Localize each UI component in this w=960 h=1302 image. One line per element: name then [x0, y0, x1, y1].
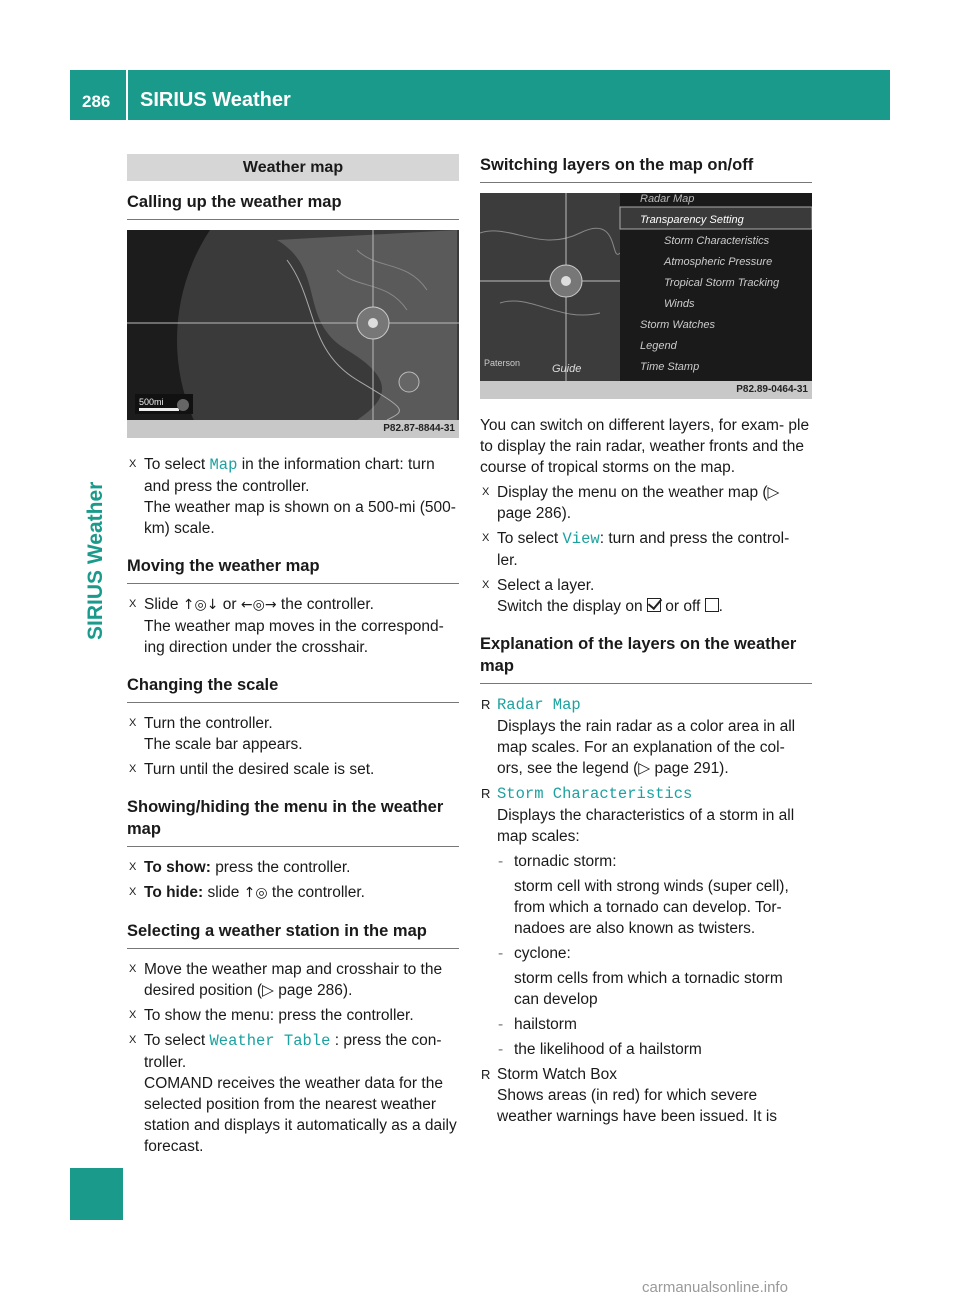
page-title: SIRIUS Weather [140, 89, 291, 111]
checkbox-unchecked-icon [705, 598, 719, 612]
step-arrow-icon: X [129, 458, 137, 470]
code-storm-characteristics: Storm Characteristics [497, 785, 693, 803]
heading-moving: Moving the weather map [127, 555, 459, 584]
heading-calling-up: Calling up the weather map [127, 191, 459, 220]
step-result: The weather map moves in the correspond- ing direction under the crosshair. [144, 618, 444, 656]
right-column [480, 150, 812, 1127]
heading-changing-scale: Changing the scale [127, 674, 459, 703]
menu-item-transparency[interactable]: Transparency Setting [640, 214, 744, 226]
dash-icon: - [498, 853, 504, 870]
bullet [480, 1064, 812, 1127]
bullet-icon: R [481, 1067, 491, 1082]
step-text: . [718, 598, 723, 615]
controller-slide-vertical-icon: ↑◎↓ [182, 597, 219, 613]
step-text: slide [207, 884, 240, 901]
sub-text: storm cells from which a tornadic storm can develop [514, 970, 783, 1008]
step-text: Move the weather map and crosshair to the desired position (▷ page 286). [144, 961, 443, 999]
sub-text: tornadic storm: [514, 853, 617, 870]
menu-item-tropical-storm[interactable]: Tropical Storm Tracking [664, 277, 780, 289]
step-text: Slide [144, 596, 179, 613]
menu-item-storm-characteristics[interactable]: Storm Characteristics [664, 235, 770, 247]
sub-item [480, 1014, 812, 1035]
sub-text: storm cell with strong winds (super cell), from which a tornado can develop. Tor- nadoes are also known as twisters. [514, 878, 789, 937]
step-arrow-icon: X [129, 861, 137, 873]
controller-slide-up-icon: ↑◎ [243, 885, 268, 901]
step-text: To select [144, 1032, 206, 1049]
step-text: : turn and press the control- ler. [497, 530, 790, 569]
code-radar-map: Radar Map [497, 696, 581, 714]
bullet-text: Shows areas (in red) for which severe weather warnings have been issued. It is [497, 1087, 778, 1125]
heading-explanation-layers: Explanation of the layers on the weather map [480, 633, 812, 684]
city-label: Paterson [484, 358, 521, 368]
step [127, 857, 459, 878]
footer-watermark: carmanualsonline.info [642, 1279, 788, 1296]
step-text: To show the menu: press the controller. [144, 1007, 414, 1024]
page-number: 286 [82, 92, 111, 111]
sub-item [480, 943, 812, 964]
sub-detail [480, 968, 812, 1010]
dash-icon: - [498, 1041, 504, 1058]
bullet [480, 783, 812, 847]
step-arrow-icon: X [482, 579, 490, 591]
bullet [480, 694, 812, 779]
step-label: To hide: [144, 884, 204, 901]
menu-item-atmospheric-pressure[interactable]: Atmospheric Pressure [664, 256, 773, 268]
controller-slide-horizontal-icon: ←◎→ [240, 597, 277, 613]
sub-detail [480, 876, 812, 939]
section-band: Weather map [127, 154, 459, 181]
step [127, 1030, 459, 1157]
bullet-title: Storm Watch Box [497, 1066, 618, 1083]
code-weather-table: Weather Table [209, 1032, 331, 1050]
weather-map-figure [127, 230, 459, 438]
step-text: press the controller. [215, 859, 351, 876]
heading-switching-layers: Switching layers on the map on/off [480, 154, 812, 183]
layers-menu [640, 193, 812, 378]
step [127, 1005, 459, 1026]
step [127, 454, 459, 539]
guide-button[interactable]: Guide [552, 363, 582, 375]
figure-code: P82.87-8844-31 [127, 420, 459, 438]
bullet-text: Displays the rain radar as a color area in all map scales. For an explanation of the col- ors, see the legend (▷ page 291). [497, 718, 796, 777]
checkbox-checked-icon [647, 598, 661, 612]
step-text: Turn the controller. [144, 715, 273, 732]
step [127, 959, 459, 1001]
code-map: Map [209, 456, 238, 474]
step-arrow-icon: X [129, 598, 137, 610]
step-result [497, 596, 812, 617]
step-text: or off [665, 598, 701, 615]
step [127, 882, 459, 904]
menu-item-time-stamp[interactable]: Time Stamp [640, 361, 700, 373]
bullet-icon: R [481, 697, 491, 712]
step-arrow-icon: X [129, 886, 137, 898]
step-result: The scale bar appears. [144, 736, 303, 753]
step [127, 759, 459, 780]
step-text: Turn until the desired scale is set. [144, 761, 375, 778]
header-divider [126, 70, 128, 120]
side-tab-marker [70, 1168, 123, 1220]
scale-label: 500mi [139, 397, 164, 407]
step [127, 713, 459, 755]
side-tab-label: SIRIUS Weather [84, 481, 107, 640]
step-text: Display the menu on the weather map (▷ page 286). [497, 484, 780, 522]
step-arrow-icon: X [129, 1034, 137, 1046]
sub-item [480, 851, 812, 872]
step-text: To select [144, 456, 206, 473]
step-text: the controller. [280, 596, 374, 613]
bullet-icon: R [481, 786, 491, 801]
menu-item-storm-watches[interactable]: Storm Watches [640, 319, 715, 331]
dash-icon: - [498, 945, 504, 962]
step-arrow-icon: X [482, 486, 490, 498]
weather-map-image [127, 230, 459, 420]
step-text: Switch the display on [497, 598, 643, 615]
sub-item [480, 1039, 812, 1060]
sub-text: hailstorm [514, 1016, 577, 1033]
step-arrow-icon: X [129, 763, 137, 775]
step [480, 482, 812, 524]
step-arrow-icon: X [129, 963, 137, 975]
sub-text: the likelihood of a hailstorm [514, 1041, 702, 1058]
step-text: To select [497, 530, 559, 547]
step-result: COMAND receives the weather data for the selected position from the nearest weather station and displays it automatically as a daily forecast. [144, 1075, 457, 1155]
paragraph: You can switch on different layers, for exam- ple to display the rain radar, weather fronts and the course of tropical storms on the map. [480, 417, 810, 476]
dash-icon: - [498, 1016, 504, 1033]
step-arrow-icon: X [129, 1009, 137, 1021]
menu-item-legend[interactable]: Legend [640, 340, 677, 352]
step-text: the controller. [271, 884, 365, 901]
step-text: Select a layer. [497, 577, 595, 594]
heading-show-hide-menu: Showing/hiding the menu in the weather map [127, 796, 459, 847]
sub-text: cyclone: [514, 945, 571, 962]
step [480, 575, 812, 617]
bullet-text: Displays the characteristics of a storm in all map scales: [497, 807, 795, 845]
step-text: : press the con- troller. [144, 1032, 442, 1071]
step-text: or [222, 596, 237, 613]
menu-item-winds[interactable]: Winds [664, 298, 695, 310]
figure-code: P82.89-0464-31 [480, 381, 812, 399]
heading-select-station: Selecting a weather station in the map [127, 920, 459, 949]
step-arrow-icon: X [482, 532, 490, 544]
step [480, 528, 812, 571]
left-column [127, 150, 459, 1157]
menu-item-radar-map[interactable]: Radar Map [640, 193, 695, 205]
layers-menu-figure [480, 193, 812, 399]
step-arrow-icon: X [129, 717, 137, 729]
step-text: in the information chart: turn and press the controller. [144, 456, 435, 495]
step-label: To show: [144, 859, 211, 876]
code-view: View [562, 530, 600, 548]
step-result: The weather map is shown on a 500-mi (500-km) scale. [144, 499, 456, 537]
step [127, 594, 459, 658]
